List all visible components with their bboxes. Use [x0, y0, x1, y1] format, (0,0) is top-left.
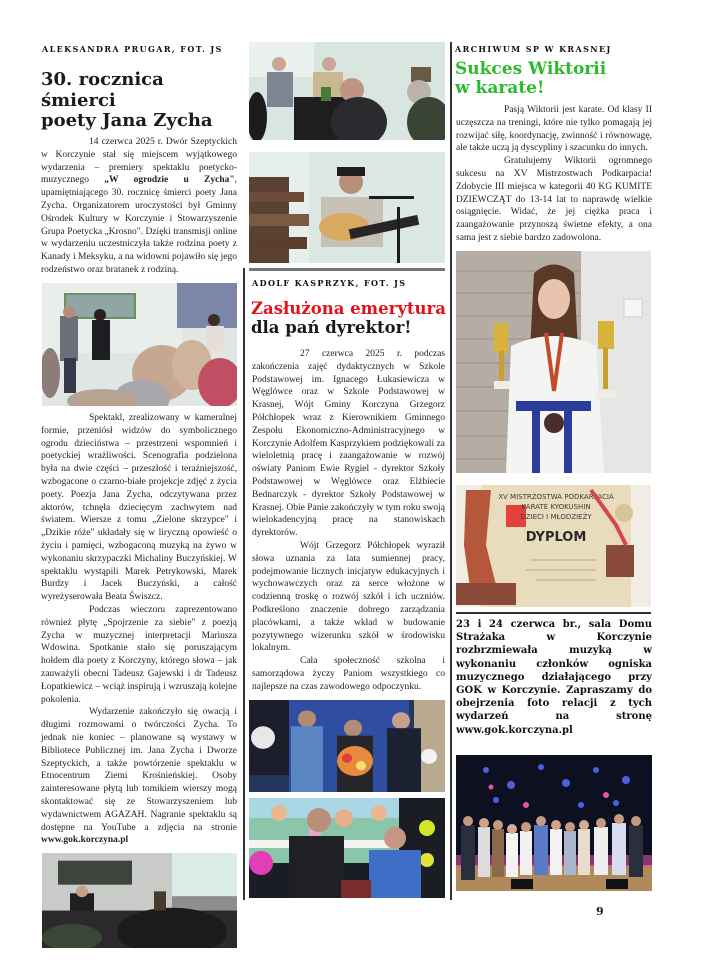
text-run: , upamiętniającego 30. rocznicę śmierci poety Jana Zycha. Organizatorem uroczystości był Gminny Ośrodek Kultury w Korczynie i Stowarzyszenie Grupa Poetycka „Krosno". Dzięki transmisji online w wydarzeniu uczestniczyła także rodzina poety z Kanady i Meksyku, a na widowni pojawiło się jego rodzeństwo oraz bratanek z rodziną. — [41, 175, 238, 275]
photo-diploma — [456, 485, 651, 607]
article-poet-title — [41, 70, 241, 132]
article-retirement-byline: ADOLF KASPRZYK, FOT. JS — [252, 278, 407, 288]
article-karate-title-line1: Sukces Wiktorii — [455, 59, 607, 79]
photo-flowers-ceremony — [249, 700, 445, 792]
article-poet-paragraph: Podczas wieczoru zaprezentowano również płytę „Spojrzenie za siebie" z poezją Zycha w muzycznej interpretacji Mariusza Wdowina. Spotkanie stało się poruszającym hołdem dla poety z Korczyny, którego słowa – jak zauważyli obecni Tadeusz Gajewski i dr Tadeusz Łopatkiewicz – wciąż inspirują i wzruszają kolejne pokolenia. — [41, 604, 237, 705]
article-karate-title — [455, 60, 655, 98]
photo-stage-reading — [42, 283, 237, 406]
article-retirement-paragraph: 27 czerwca 2025 r. podczas zakończenia zajęć dydaktycznych w Szkole Podstawowej im. Ignacego Łukasiewicza w Węglówce oraz w Szkole Podstawowej w Krasnej, Wójt Gminy Korczyna Grzegorz Półchłopek wraz z Kierownikiem Gminnego Zespołu Ekonomiczno-Administracyjnego w Korczynie Adolfem Kasprzykiem podziękowali za wieloletnią pracę i zaangażowanie w rozwój oświaty Paniom Ewie Rygiel - dyrektor Szkoły Podstawowej w Węglówce oraz Elżbiecie Bednarczyk - dyrektor Szkoły Podstawowej w Krasnej. Obie Panie zakończyły w tym roku swoją wielokadencyjną pracę na stanowiskach dyrektorów. — [252, 349, 445, 539]
column-rule — [450, 42, 452, 900]
diploma-line2: KARATE KYOKUSHIN — [521, 503, 591, 511]
article-poet-body — [41, 412, 237, 847]
diploma-heading: DYPLOM — [525, 530, 587, 545]
music-event-notice: 23 i 24 czerwca br., sala Domu Strażaka w Korczynie rozbrzmiewała muzyką w wykonaniu członków ogniska muzycznego działającego przy GOK w Korczynie. Zapraszamy do obejrzenia foto relacji z tych wydarzeń na stronę www.gok.korczyna.pl — [456, 619, 652, 736]
article-karate-body — [456, 104, 652, 245]
article-retirement-paragraph: Cała społeczność szkolna i samorządowa życzy Paniom wszystkiego co najlepsze na czas zawodowego odpoczynku. — [252, 656, 445, 692]
article-poet-paragraph — [41, 136, 237, 277]
photo-panel-discussion — [249, 42, 445, 140]
photo-guitarist — [249, 152, 445, 263]
photo-music-group — [456, 755, 652, 891]
page-number: 9 — [596, 905, 604, 918]
photo-handshake-ceremony — [249, 798, 445, 898]
article-poet-paragraph — [41, 706, 237, 847]
article-poet-title-line2: poety Jana Zycha — [41, 110, 213, 132]
article-retirement-title-red: Zasłużona emerytura — [251, 299, 446, 318]
photo-speaker-at-table — [42, 853, 237, 948]
text-run: 14 czerwca 2025 r. Dwór Szeptyckich w Korczynie stał się miejscem wyjątkowego wydarzenia – premiery spektaklu poetycko-muzycznego — [41, 137, 237, 186]
article-karate-paragraph: Pasją Wiktorii jest karate. Od klasy II uczęszcza na treningi, które nie tylko pomagają jej rozwijać siłę, koordynację, zwinność i równowagę, ale także uczą ją dyscypliny i szacunku do innych. — [456, 105, 652, 154]
article-retirement-body — [252, 348, 445, 694]
text-run: Wydarzenie zakończyło się owacją i długimi rozmowami o twórczości Zycha. To jednak nie koniec – planowane są wystawy w Bibliotece Publicznej im. Jana Zycha i Dworze Szeptyckich, a także powtórzenie spektaklu w Etnocentrum Ziemi Krośnieńskiej. Osoby zainteresowane płytą lub tomikiem wierszy mogą skontaktować się ze Stowarzyszeniem lub wydawnictwem AGAZAH. Nagranie spektaklu są dostępne na YouTube a zdjęcia na stronie — [41, 707, 237, 833]
article-retirement-title-black: dla pań dyrektor! — [251, 317, 412, 337]
photo-karate-athlete — [456, 251, 651, 473]
diploma-line3: DZIECI I MŁODZIEŻY — [520, 513, 592, 521]
column-rule — [243, 268, 245, 900]
article-retirement-title — [251, 300, 447, 338]
diploma-line1: XV MISTRZOSTWA PODKARPACIA — [498, 493, 614, 501]
section-divider — [249, 268, 445, 271]
article-poet-paragraph: Spektakl, zrealizowany w kameralnej formie, przeniósł widzów do symbolicznego ogrodu dzieciństwa – przestrzeni wspomnień i poetyckiej wrażliwości. Scenografia podzielona była na dwie części – przeszłość i teraźniejszość, wzbogacone o czarno-białe projekcje zdjęć z życia poety. Poezja Jana Zycha, odczytywana przez aktorów, tchnęła dziecięcym zachwytem nad światem. Wiersze z tomu „Zielone skrzypce" i „Dzikie róże" układały się w liryczną opowieść o życiu i pamięci, wzbogaconą muzyką na żywo w wykonaniu skrzypaczki Michaliny Buczyńskiej. W spektaklu wystąpili Marek Petrykowski, Marek Burdzy i Jacek Buczyński, a całość wyreżyserowała Beata Świszcz. — [41, 413, 237, 603]
article-poet-title-line1: 30. rocznica śmierci — [41, 69, 164, 111]
play-title: „W ogrodzie u Zycha" — [104, 175, 235, 186]
section-divider — [456, 612, 651, 614]
article-karate-paragraph: Gratulujemy Wiktorii ogromnego sukcesu na XV Mistrzostwach Podkarpacia! Zdobycie III miejsca w kategorii 40 KG KUMITE DZIEWCZĄT do 13-14 lat to naprawdę wielkie osiągnięcie. Widać, że jej ciężka praca i zaangażowanie przynoszą świetne efekty, a ona sama jest z siebie bardzo zadowolona. — [456, 156, 652, 243]
website-link[interactable]: www.gok.korczyna.pl — [41, 835, 129, 846]
article-poet-byline: ALEKSANDRA PRUGAR, FOT. JS — [42, 44, 223, 54]
article-karate-byline: ARCHIWUM SP W KRASNEJ — [455, 44, 612, 54]
article-poet-intro — [41, 136, 237, 277]
article-karate-title-line2: w karate! — [455, 78, 545, 99]
article-retirement-paragraph: Wójt Grzegorz Półchłopek wyraził słowa uznania za lata sumiennej pracy, podejmowanie licznych inicjatyw edukacyjnych i wychowawczych oraz za serce włożone w codzienną troskę o rozwój szkół i ich uczniów. Podkreślono znaczenie dobrego zarządzania placówkami, a także wkład w budowanie pozytywnego wizerunku szkół w środowisku lokalnym. — [252, 540, 445, 654]
